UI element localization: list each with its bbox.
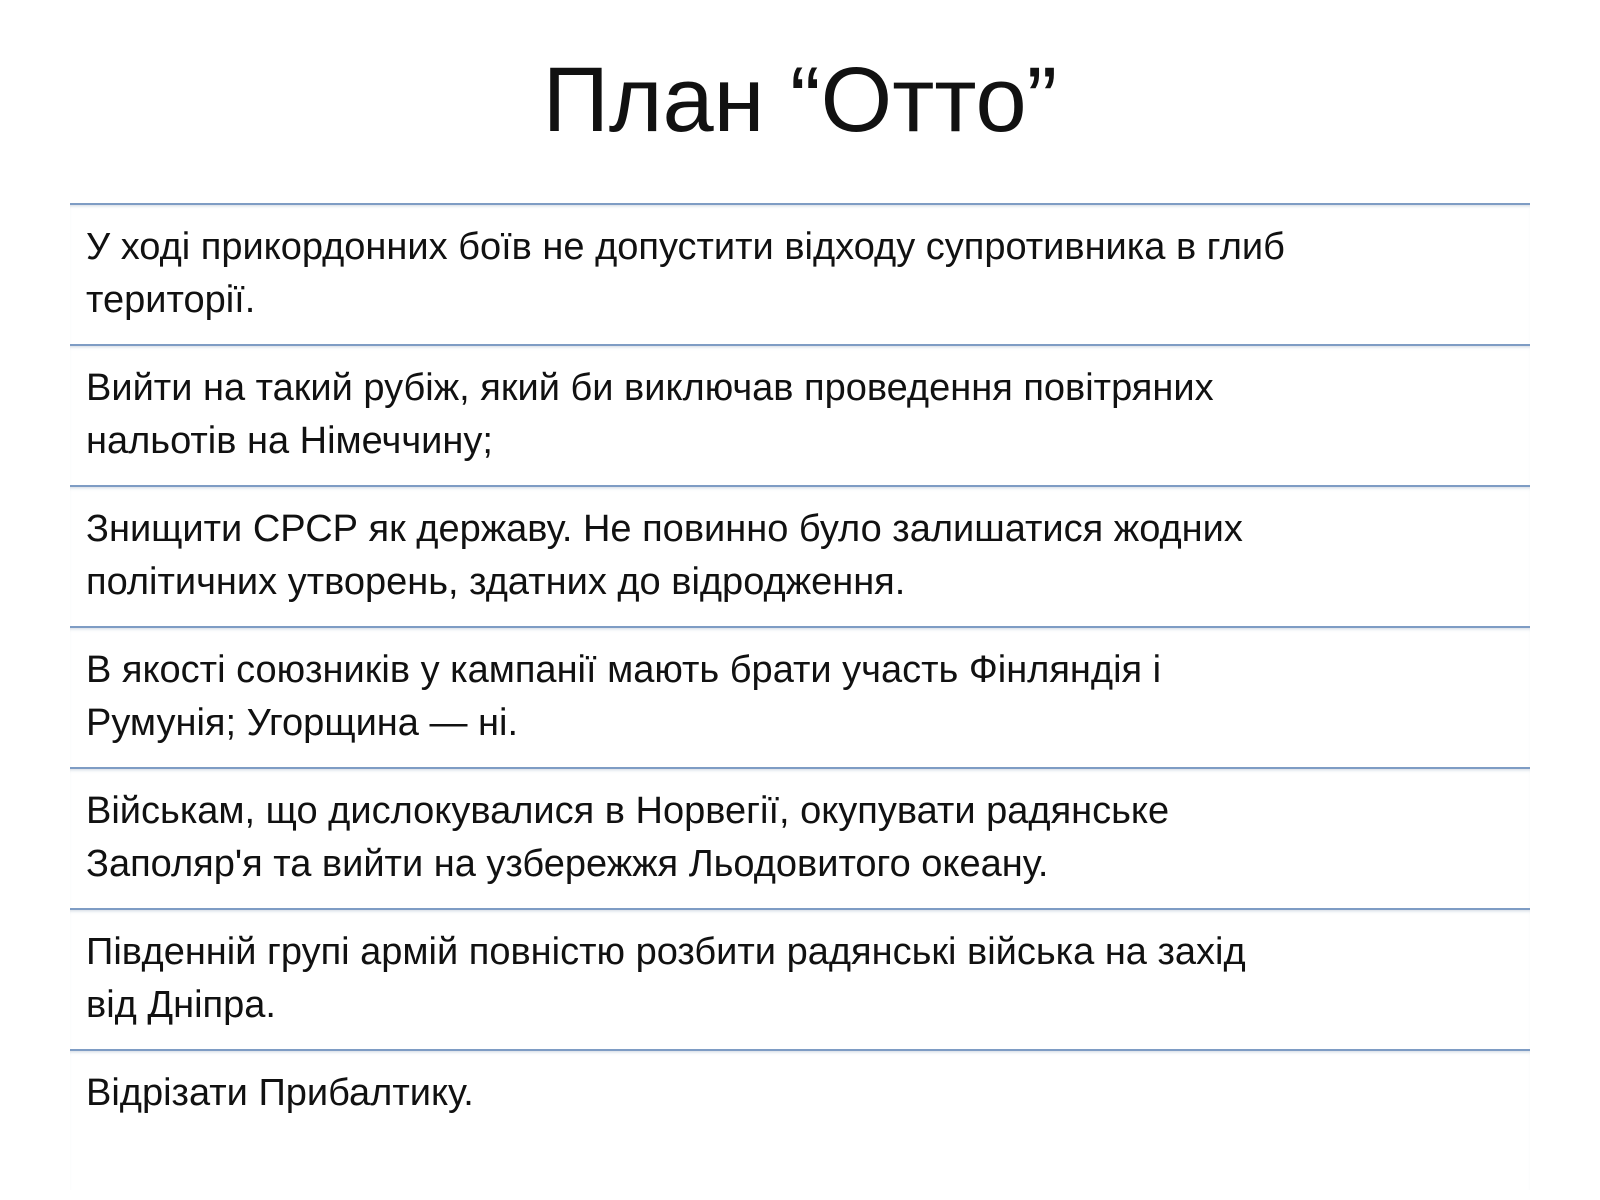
list-item: [70, 908, 1530, 1049]
item-line: Південній групі армій повністю розбити радянські війська на захід: [86, 931, 1246, 973]
item-line: Відрізати Прибалтику.: [86, 1072, 474, 1114]
item-line: В якості союзників у кампанії мають брати участь Фінляндія і: [86, 649, 1162, 691]
item-line: Заполяр'я та вийти на узбережжя Льодовитого океану.: [86, 843, 1049, 885]
list-item: [70, 626, 1530, 767]
item-line: Військам, що дислокувалися в Норвегії, окупувати радянське: [86, 790, 1170, 832]
item-line: Румунія; Угорщина — ні.: [86, 702, 519, 744]
item-line: У ході прикордонних боїв не допустити відходу супротивника в глиб: [86, 226, 1285, 268]
plan-list: [70, 203, 1530, 1190]
list-item: [70, 344, 1530, 485]
item-line: від Дніпра.: [86, 984, 276, 1026]
item-line: політичних утворень, здатних до відродження.: [86, 561, 906, 603]
list-item: [70, 203, 1530, 344]
item-line: Знищити СРСР як державу. Не повинно було залишатися жодних: [86, 508, 1243, 550]
slide-title: План “Отто”: [542, 49, 1058, 151]
list-item: [70, 485, 1530, 626]
list-item: [70, 1049, 1530, 1190]
item-line: Вийти на такий рубіж, який би виключав проведення повітряних: [86, 367, 1214, 409]
item-line: нальотів на Німеччину;: [86, 420, 493, 462]
item-line: території.: [86, 279, 256, 321]
list-item: [70, 767, 1530, 908]
